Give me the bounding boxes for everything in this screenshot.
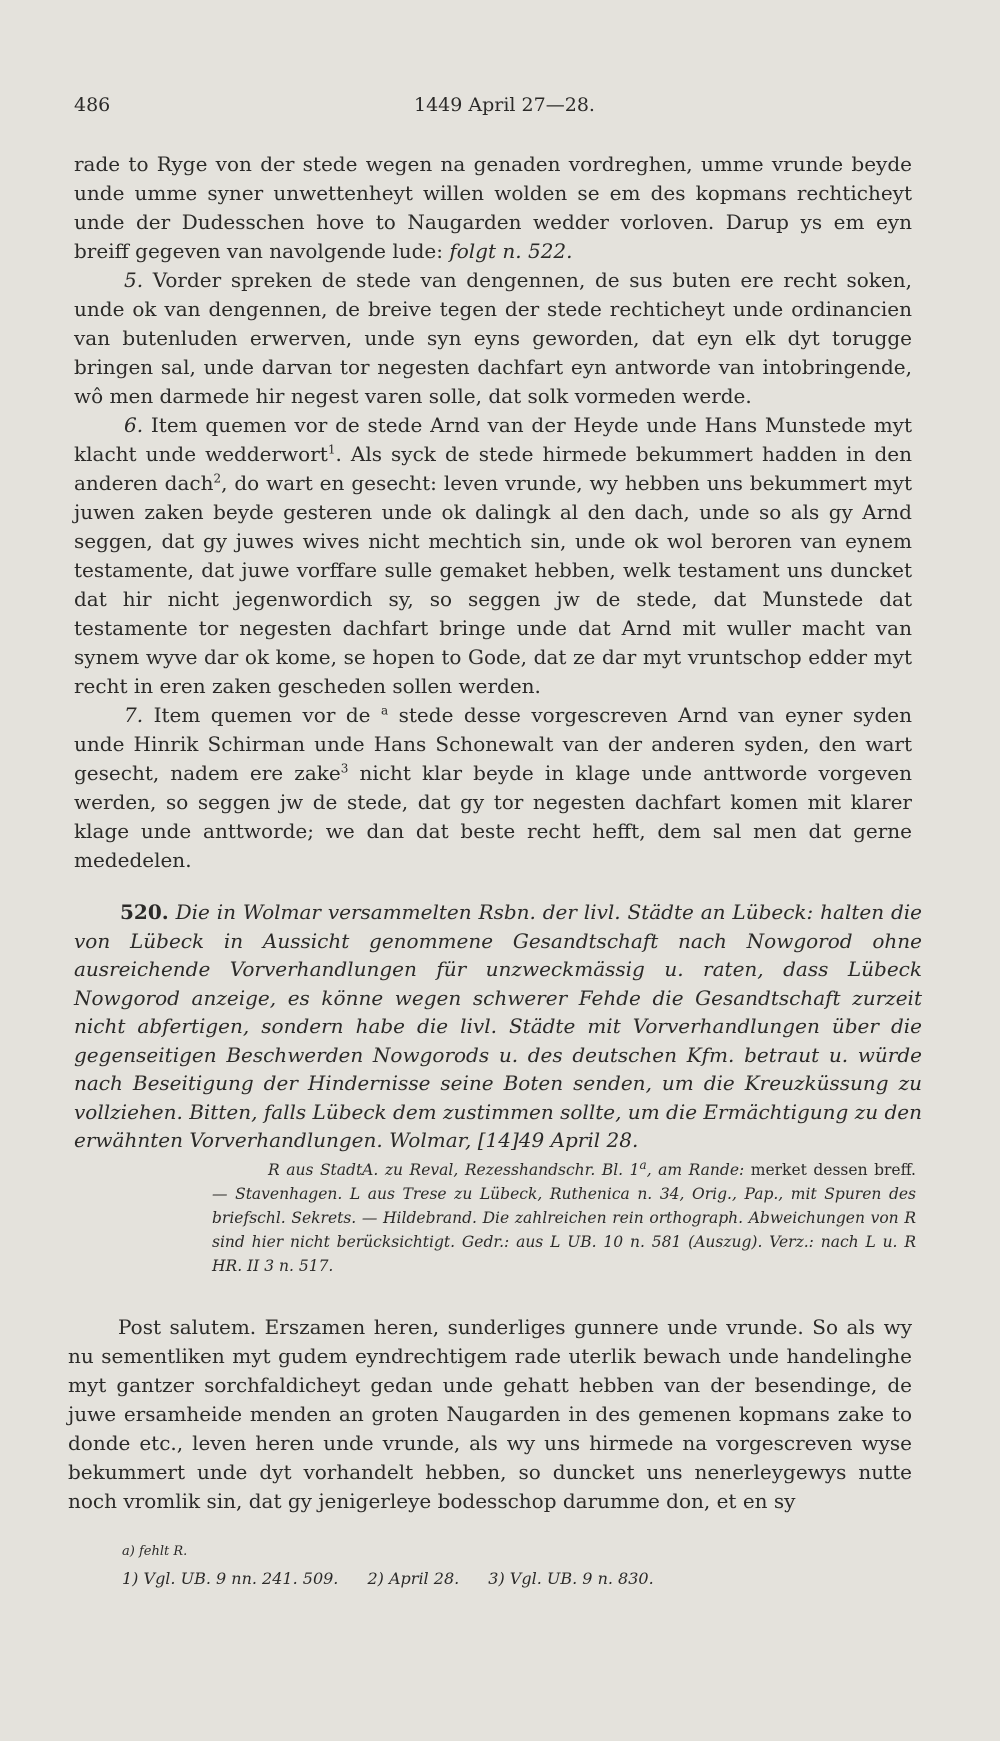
paragraph-5: 5. Vorder spreken de stede van dengennen, de sus buten ere recht soken, unde ok van dengennen, de breive tegen der stede rechticheyt unde ordinancien van butenluden erwerven, unde syn eyns geworden, dat eyn elk dyt torugge bringen sal, unde darvan tor negesten dachfart eyn antworde van intobringende, wô men darmede hir negest varen solle, dat solk vormeden werde. (74, 268, 912, 408)
paragraph-6: 6. Item quemen vor de stede Arnd van der Heyde unde Hans Munstede myt klacht unde wedderwort$^1$. Als syck de stede hirmede bekummert hadden in den anderen dach$^2$, do wart en gesecht: leven vrunde, wy hebben uns bekummert myt juwen zaken beyde gesteren unde ok dalingk al den dach, unde so als gy Arnd seggen, dat gy juwes wives nicht mechtich sin, unde ok wol beroren van eynem testamente, dat juwe vorffare sulle gemaket hebben, welk testament uns duncket dat hir nicht jegenwordich sy, so seggen jw de stede, dat Munstede dat testamente tor negesten dachfart bringe unde dat Arnd mit wuller macht van synem wyve dar ok kome, se hopen to Gode, dat ze dar myt vruntschop edder myt recht in eren zaken gescheden sollen werden. (74, 413, 912, 698)
footnote-a: a) fehlt R. (122, 1544, 188, 1559)
paragraph-number: 7. (124, 703, 144, 727)
recess-text (74, 150, 912, 875)
footnote-ref: a (380, 703, 389, 718)
document-regest (74, 898, 922, 1155)
source-note: R aus StadtA. zu Reval, Rezesshandschr. Bl. 1$^a$, am Rande: merket dessen breff. — Stavenhagen. L aus Trese zu Lübeck, Ruthenica n. 34, Orig., Pap., mit Spuren des briefschl. Sekrets. — Hildebrand. Die zahlreichen rein orthograph. Abweichungen von R sind hier nicht berücksichtigt. Gedr.: aus L UB. 10 n. 581 (Auszug). Verz.: nach L u. R HR. II 3 n. 517. (212, 1157, 916, 1275)
paragraph-7: 7. Item quemen vor de $^a$ stede desse vorgescreven Arnd van eyner syden unde Hinrik Schirman unde Hans Schonewalt van der anderen syden, den wart gesecht, nadem ere zake$^3$ nicht klar beyde in klage unde anttworde vorgeven werden, so seggen jw de stede, dat gy tor negesten dachfart komen mit klarer klage unde anttworde; we dan dat beste recht hefft, dem sal men dat gerne mededelen. (74, 703, 913, 872)
letter-text: Post salutem. Erszamen heren, sunderliges gunnere unde vrunde. So als wy nu sementliken myt gudem eyndrechtigem rade uterlik bewach unde handelinghe myt gantzer sorchfaldicheyt gedan unde gehatt hebben van der besendinge, de juwe ersamheide menden an groten Naugarden in des gemenen kopmans zake to donde etc., leven heren unde vrunde, als wy uns hirmede na vorgescreven wyse bekummert unde dyt vorhandelt hebben, so duncket uns nenerleygewys nutte noch vromlik sin, dat gy jenigerleye bodesschop darumme don, et en sy (68, 1315, 912, 1513)
page-header (74, 94, 926, 124)
footnote-ref: 3 (340, 761, 349, 776)
page-number: 486 (74, 94, 111, 116)
cross-reference: folgt n. 522. (449, 239, 573, 263)
paragraph-number: 5. (124, 268, 144, 292)
footnotes (122, 1538, 678, 1592)
footnote-2: 2) April 28. (367, 1569, 460, 1588)
paragraph-number: 6. (124, 413, 144, 437)
running-title: 1449 April 27—28. (414, 94, 595, 116)
footnote-1: 1) Vgl. UB. 9 nn. 241. 509. (122, 1569, 339, 1588)
footnote-ref: 2 (213, 471, 222, 486)
continuation-paragraph: rade to Ryge von der stede wegen na genaden vordreghen, umme vrunde beyde unde umme syner unwettenheyt willen wolden se em des kopmans rechticheyt unde der Dudesschen hove to Naugarden wedder vorloven. Darup ys em eyn breiff gegeven van navolgende lude: folgt n. 522. (74, 152, 912, 263)
footnote-ref: 1 (327, 442, 336, 457)
footnote-3: 3) Vgl. UB. 9 n. 830. (488, 1569, 654, 1588)
document-number: 520. (120, 900, 169, 924)
regest-text: Die in Wolmar versammelten Rsbn. der livl. Städte an Lübeck: halten die von Lübeck in Aussicht genommene Gesandtschaft nach Nowgorod ohne ausreichende Vorverhandlungen für unzweckmässig u. raten, dass Lübeck Nowgorod anzeige, es könne wegen schwerer Fehde die Gesandtschaft zurzeit nicht abfertigen, sondern habe die livl. Städte mit Vorverhandlungen über die gegenseitigen Beschwerden Nowgorods u. des deutschen Kfm. betraut u. würde nach Beseitigung der Hindernisse seine Boten senden, um die Kreuzküssung zu vollziehen. Bitten, falls Lübeck dem zustimmen sollte, um die Ermächtigung zu den erwähnten Vorverhandlungen. Wolmar, [14]49 April 28. (74, 900, 922, 1152)
